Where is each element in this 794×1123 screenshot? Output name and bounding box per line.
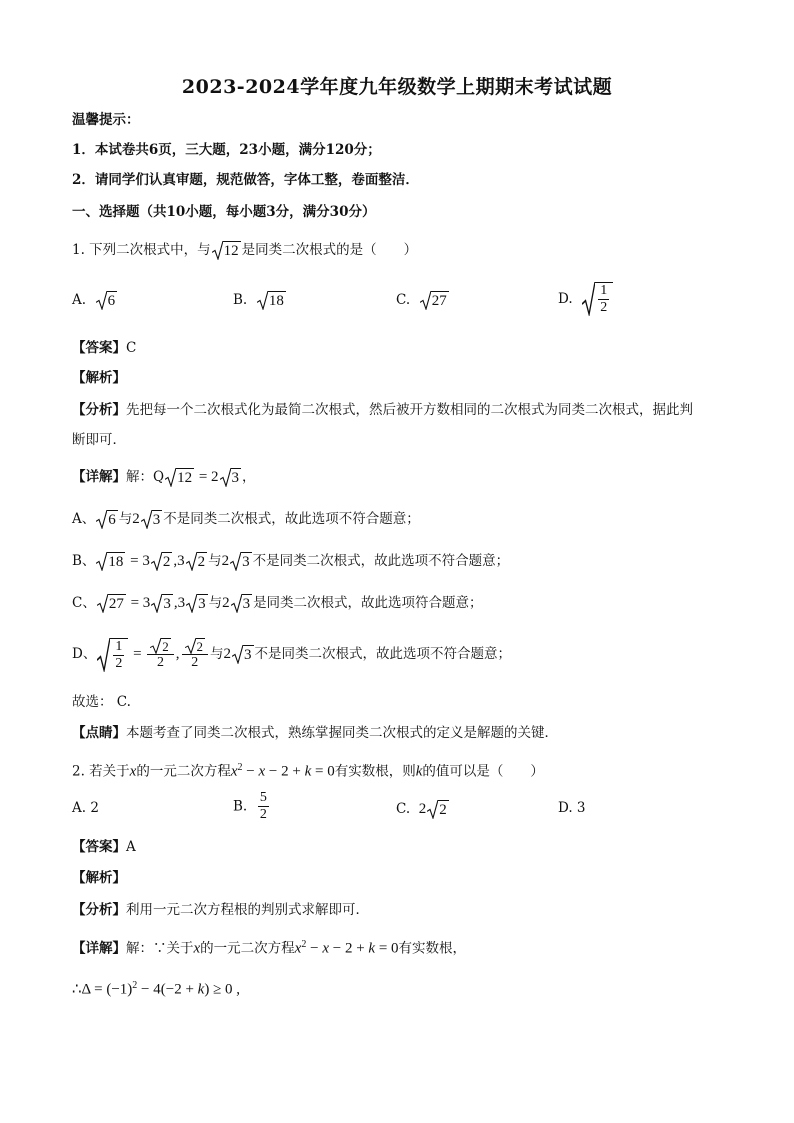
q2-discriminant: ∴Δ = $(-1)^2 - 4(-2 + k) \ge 0$ , xyxy=(72,980,241,998)
q2-option-d: D. 3 xyxy=(558,800,586,816)
q1-detail-d: D、 $\frac{1}{2}$ = $\frac{2}{2}$ , $\frac{2}{2}$ 与2 3 不是同类二次根式，故此选项不符合题意； xyxy=(72,638,512,671)
q1-option-c: C. 27 xyxy=(396,292,447,309)
q1-option-a: A. 6 xyxy=(72,292,116,309)
q1-fenxi-line-2: 断即可． xyxy=(72,432,126,448)
q1-stem: 1. 下列二次根式中，与 12 是同类二次根式的是（ ） xyxy=(72,242,418,259)
q1-analysis-tag: 【解析】 xyxy=(72,370,126,386)
q1-option-b: B. 18 xyxy=(233,292,284,309)
q2-stem: 2. 若关于x的一元二次方程$x^2 - x - 2 + k = 0$有实数根，则k的值可以是（ ） xyxy=(72,762,544,780)
q1-detail-a: A、 6 与2 3 不是同类二次根式，故此选项不符合题意； xyxy=(72,511,420,528)
q2-option-c: C. 2 2 xyxy=(396,801,447,818)
q1-answer: 【答案】C xyxy=(72,340,137,356)
q1-detail-b: B、 18 = 3 2 ,3 2 与2 3 不是同类二次根式，故此选项不符合题意； xyxy=(72,553,510,570)
q2-option-a: A. 2 xyxy=(72,800,99,816)
tips-line-2: 2．请同学们认真审题，规范做答，字体工整，卷面整洁． xyxy=(72,172,419,188)
q2-detail: 【详解】解：∵关于x的一元二次方程$x^2 - x - 2 + k = 0$有实数根， xyxy=(72,939,467,957)
q2-answer: 【答案】A xyxy=(72,839,136,855)
q1-review: 【点睛】本题考查了同类二次根式，熟练掌握同类二次根式的定义是解题的关键． xyxy=(72,725,558,741)
q1-fenxi-line-1: 【分析】先把每一个二次根式化为最简二次根式，然后被开方数相同的二次根式为同类二次根式，据此判 xyxy=(72,402,693,418)
page-title: 2023-2024学年度九年级数学上期期末考试试题 xyxy=(181,76,613,98)
q2-fenxi: 【分析】利用一元二次方程根的判别式求解即可． xyxy=(72,902,369,918)
q1-detail-c: C、 27 = 3 3 ,3 3 与2 3 是同类二次根式，故此选项符合题意； xyxy=(72,595,483,612)
q1-choose: 故选： C. xyxy=(72,694,131,710)
tips-heading: 温馨提示： xyxy=(72,112,140,128)
section-heading: 一、选择题（共10小题，每小题3分，满分30分） xyxy=(72,204,376,220)
q2-option-b: B. $\frac{5}{2}$ xyxy=(233,790,267,822)
q2-analysis-tag: 【解析】 xyxy=(72,870,126,886)
radical: 12 xyxy=(212,241,241,260)
tips-line-1: 1．本试卷共6页，三大题，23小题，满分120分； xyxy=(72,142,381,158)
q1-detail: 【详解】解：Q 12 = 2 3 ， xyxy=(72,469,256,486)
q1-option-d: D. $\frac{1}{2}$ xyxy=(558,282,614,316)
